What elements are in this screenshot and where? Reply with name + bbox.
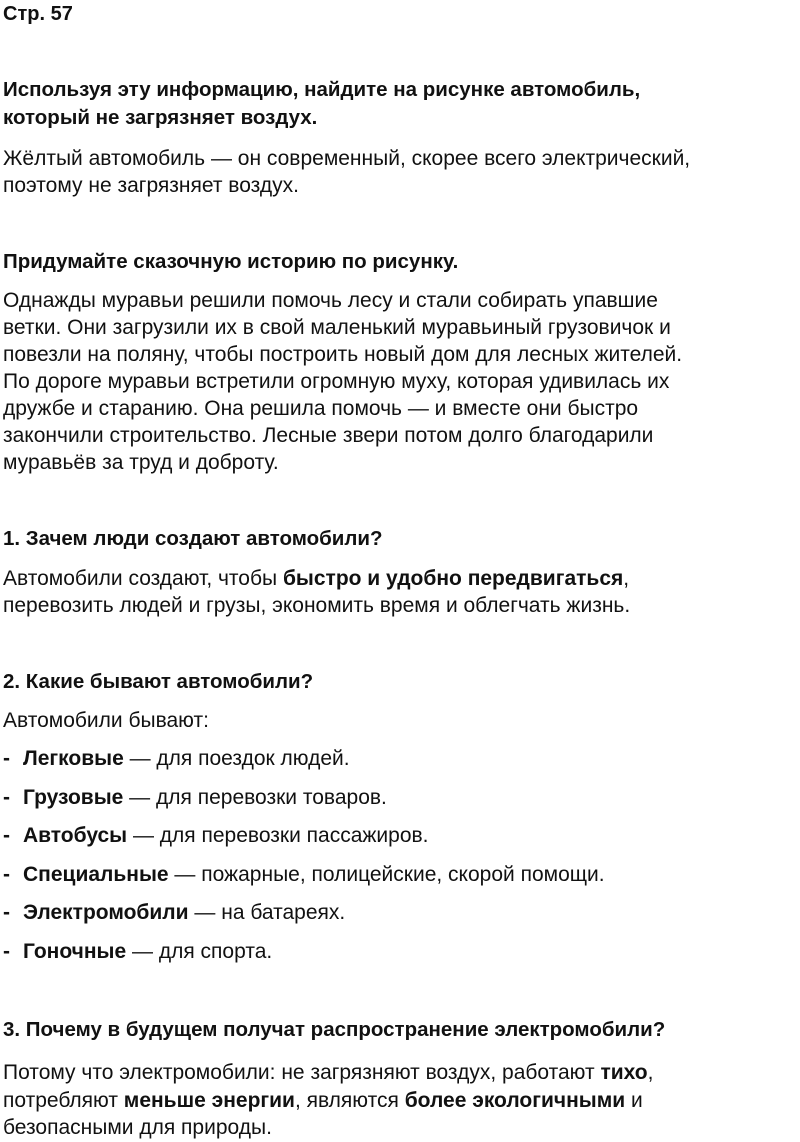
list-term: Электромобили	[23, 901, 189, 925]
question-heading-line: 2. Какие бывают автомобили?	[3, 670, 314, 693]
question-heading-line: который не загрязняет воздух.	[3, 106, 318, 129]
question-heading-line: 3. Почему в будущем получат распространение электромобили?	[3, 1018, 666, 1041]
answer-line: поэтому не загрязняет воздух.	[3, 174, 299, 197]
list-term: Специальные	[23, 862, 169, 886]
list-item	[3, 745, 605, 784]
list-item	[3, 861, 605, 900]
dash-marker: -	[3, 747, 10, 770]
answer-line: Жёлтый автомобиль — он современный, скорее всего электрический,	[3, 147, 691, 170]
dash-marker: -	[3, 901, 10, 925]
list-desc: — на батареях.	[188, 901, 346, 925]
list-term: Автобусы	[23, 824, 128, 848]
answer-line	[3, 1087, 643, 1114]
story-line: Однажды муравьи решили помочь лесу и стали собирать упавшие	[3, 289, 658, 312]
page-number: Стр. 57	[3, 3, 73, 25]
story-line: дружбе и старанию. Она решила помочь — и вместе они быстро	[3, 397, 639, 420]
list-desc: — для поездок людей.	[123, 747, 350, 770]
list-desc: — пожарные, полицейские, скорой помощи.	[168, 862, 605, 886]
answer-bold: более экологичными	[404, 1089, 626, 1112]
dash-marker: -	[3, 785, 10, 809]
answer-line	[3, 1059, 653, 1086]
answer-text: Потому что электромобили: не загрязняют воздух, работают	[3, 1061, 601, 1084]
answer-line: безопасными для природы.	[3, 1116, 272, 1139]
story-line: По дороге муравьи встретили огромную муху, которая удивилась их	[3, 370, 670, 393]
dash-marker: -	[3, 939, 10, 963]
answer-text: Автомобили создают, чтобы	[3, 567, 283, 590]
list-intro: Автомобили бывают:	[3, 709, 209, 732]
list-term: Гоночные	[23, 939, 127, 963]
list-term: Легковые	[23, 747, 124, 770]
list-item	[3, 899, 605, 938]
answer-bold: тихо	[600, 1061, 648, 1084]
answer-bold: быстро и удобно передвигаться	[282, 567, 624, 590]
list-desc: — для перевозки товаров.	[123, 785, 387, 809]
story-line: ветки. Они загрузили их в свой маленький муравьиный грузовичок и	[3, 316, 671, 339]
answer-text: потребляют	[3, 1089, 124, 1112]
answer-text: , являются	[294, 1089, 405, 1112]
question-heading-line: 1. Зачем люди создают автомобили?	[3, 527, 383, 550]
list-item	[3, 822, 605, 861]
question-heading-line: Используя эту информацию, найдите на рисунке автомобиль,	[3, 78, 641, 101]
story-line: закончили строительство. Лесные звери потом долго благодарили	[3, 424, 654, 447]
dash-marker: -	[3, 862, 10, 886]
story-line: повезли на поляну, чтобы построить новый дом для лесных жителей.	[3, 343, 683, 366]
answer-line: перевозить людей и грузы, экономить время и облегчать жизнь.	[3, 594, 631, 617]
answer-bold: меньше энергии	[123, 1089, 295, 1112]
story-line: муравьёв за труд и доброту.	[3, 451, 279, 474]
question-heading-line: Придумайте сказочную историю по рисунку.	[3, 250, 459, 273]
answer-text: ,	[647, 1061, 654, 1084]
list-term: Грузовые	[23, 785, 124, 809]
answer-text: и	[625, 1089, 643, 1112]
list-item	[3, 938, 605, 977]
dash-marker: -	[3, 824, 10, 848]
list-desc: — для спорта.	[126, 939, 273, 963]
car-types-list	[3, 745, 605, 977]
answer-text: ,	[623, 567, 630, 590]
answer-line	[3, 565, 629, 592]
list-item	[3, 784, 605, 823]
list-desc: — для перевозки пассажиров.	[127, 824, 429, 848]
